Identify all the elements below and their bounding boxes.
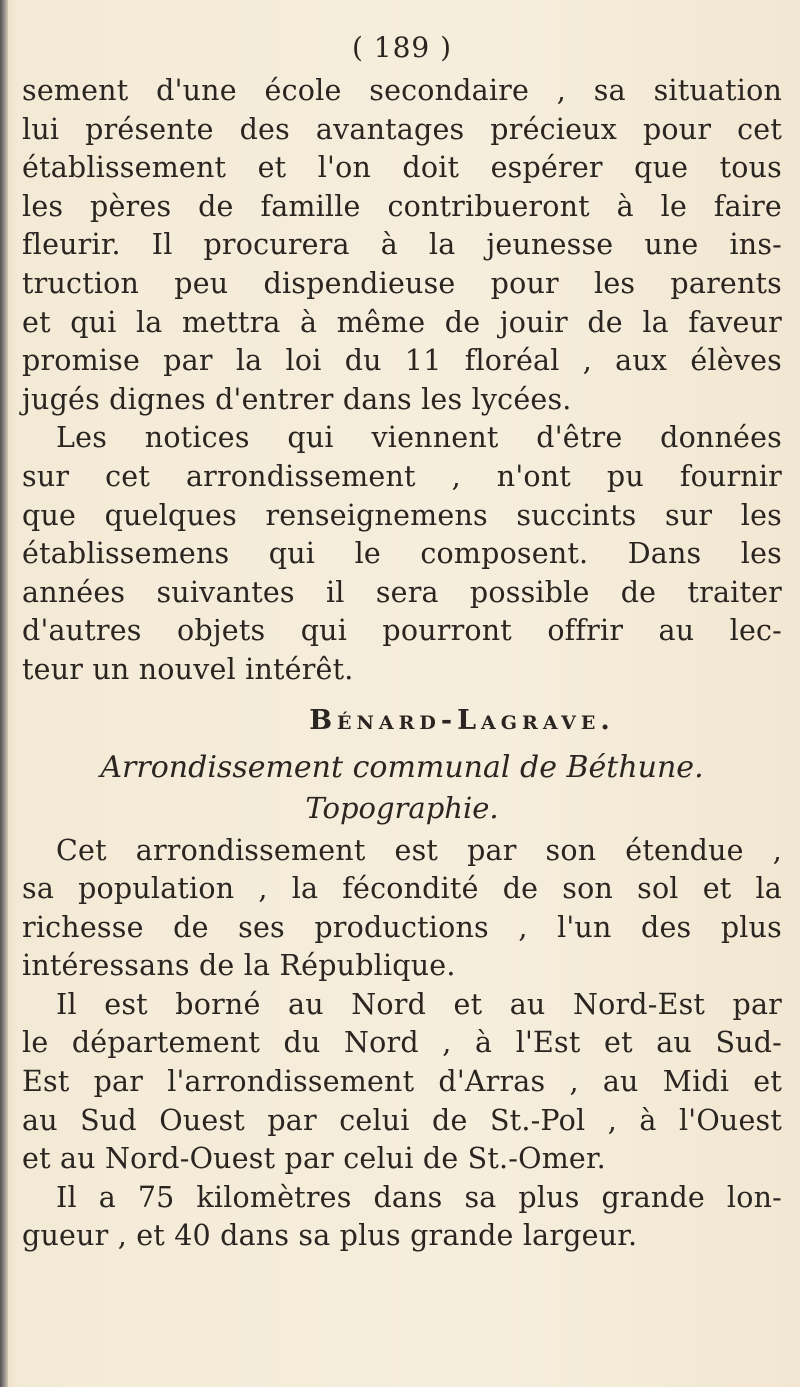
author-signature: Bénard-Lagrave. (309, 704, 615, 736)
text-line: et au Nord-Ouest par celui de St.-Omer. (22, 1142, 606, 1176)
page-text-block (22, 28, 782, 1256)
text-line: fleurir. Il procurera à la jeunesse une ins- (22, 228, 782, 262)
text-line: gueur , et 40 dans sa plus grande largeur. (22, 1219, 638, 1253)
text-line: et qui la mettra à même de jouir de la faveur (22, 305, 782, 339)
text-line: au Sud Ouest par celui de St.-Pol , à l'Ouest (22, 1103, 782, 1137)
text-line: jugés dignes d'entrer dans les lycées. (22, 382, 572, 416)
text-line: établissemens qui le composent. Dans les (22, 537, 782, 571)
text-line: que quelques renseignemens succints sur les (22, 498, 782, 532)
text-line: Les notices qui viennent d'être données (56, 421, 782, 455)
paragraph-4 (22, 986, 782, 1179)
text-line: le département du Nord , à l'Est et au Sud- (22, 1026, 782, 1060)
text-line: intéressans de la République. (22, 949, 456, 983)
text-line: lui présente des avantages précieux pour cet (22, 112, 782, 146)
paragraph-1 (22, 72, 782, 419)
text-line: teur un nouvel intérêt. (22, 652, 354, 686)
text-line: Il a 75 kilomètres dans sa plus grande lon- (56, 1180, 782, 1214)
paragraph-2 (22, 419, 782, 689)
text-line: promise par la loi du 11 floréal , aux élèves (22, 344, 782, 378)
paragraph-3 (22, 832, 782, 986)
page-gutter-shadow (0, 0, 8, 1387)
text-line: sa population , la fécondité de son sol et la (22, 872, 782, 906)
text-line: Cet arrondissement est par son étendue , (56, 833, 782, 867)
text-line: sur cet arrondissement , n'ont pu fournir (22, 459, 782, 493)
text-line: sement d'une école secondaire , sa situation (22, 74, 782, 107)
text-line: truction peu dispendieuse pour les parents (22, 266, 782, 300)
paragraph-5 (22, 1179, 782, 1256)
text-line: Est par l'arrondissement d'Arras , au Midi et (22, 1065, 782, 1099)
text-line: d'autres objets qui pourront offrir au lec- (22, 614, 782, 648)
page-number: ( 189 ) (351, 31, 453, 64)
text-line: établissement et l'on doit espérer que tous (22, 151, 782, 185)
text-line: richesse de ses productions , l'un des plus (22, 910, 782, 944)
text-line: années suivantes il sera possible de traiter (22, 575, 782, 609)
text-line: Il est borné au Nord et au Nord-Est par (56, 987, 782, 1021)
text-line: les pères de famille contribueront à le faire (22, 189, 782, 223)
section-heading: Arrondissement communal de Béthune. (100, 749, 704, 785)
section-subheading: Topographie. (305, 790, 499, 825)
